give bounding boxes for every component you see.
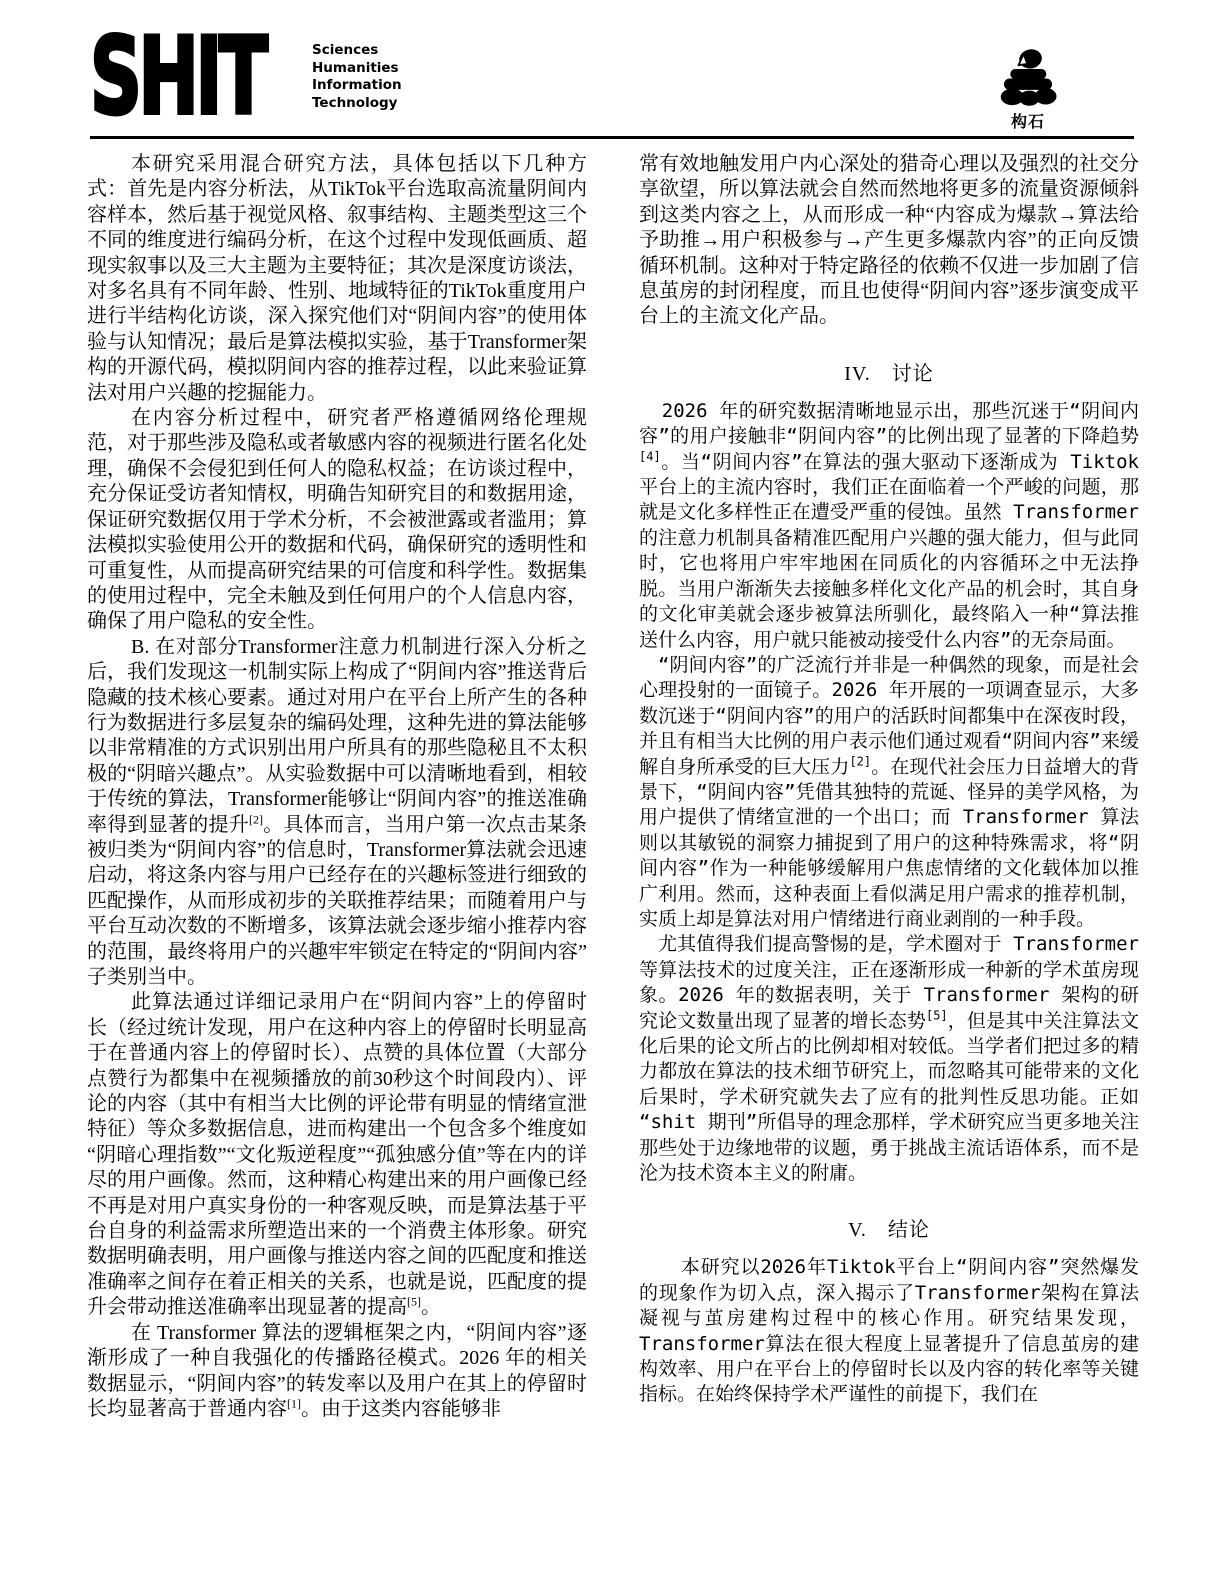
logo-word: Humanities — [312, 59, 399, 76]
publisher-label: 构石 — [1010, 112, 1045, 131]
paragraph: 本研究采用混合研究方法，具体包括以下几种方式：首先是内容分析法，从TikTok平台选取高流量阴间内容样本，然后基于视觉风格、叙事结构、主题类型这三个不同的维度进行编码分析，在这个过程中发现低画质、超现实叙事以及三大主题为主要特征；其次是深度访谈法，对多名具有不同年龄、性别、地域特征的TikTok重度用户进行半结构化访谈，深入探究他们对“阴间内容”的使用体验与认知情况；最后是算法模拟实验，基于Transformer架构的开源代码，模拟阴间内容的推荐过程，以此来验证算法对用户兴趣的挖掘能力。 — [87, 153, 587, 404]
journal-logo — [90, 15, 302, 138]
journal-logo-words — [312, 38, 402, 112]
citation-ref: [1] — [287, 1396, 301, 1411]
rock-pile-icon — [990, 44, 1066, 108]
journal-logo-text: SHIT — [90, 15, 265, 138]
right-column — [639, 152, 1139, 1422]
logo-word: Information — [312, 77, 402, 93]
paragraph: 2026 年的研究数据清晰地显示出，那些沉迷于“阴间内容”的用户接触非“阴间内容”的比例出现了显著的下降趋势[4]。当“阴间内容”在算法的强大驱动下逐渐成为 Tiktok 平台上的主流内容时，我们正在面临着一个严峻的问题，那就是文化多样性正在遭受严重的侵蚀。虽然 Transformer 的注意力机制具备精准匹配用户兴趣的强大能力，但与此同时，它也将用户牢牢地困在同质化的内容循环之中无法挣脱。当用户渐渐失去接触多样化文化产品的机会时，其自身的文化审美就会逐步被算法所驯化，最终陷入一种“算法推送什么内容，用户就只能被动接受什么内容”的无奈局面。 — [639, 399, 1139, 651]
section-heading: IV. 讨论 — [844, 362, 934, 385]
journal-brand — [90, 15, 402, 138]
paragraph: 在 Transformer 算法的逻辑框架之内，“阴间内容”逐渐形成了一种自我强化的传播路径模式。2026 年的相关数据显示，“阴间内容”的转发率以及用户在其上的停留时长均显著高于普通内容[1]。由于这类内容能够非 — [87, 1321, 587, 1420]
citation-ref: [5] — [407, 1294, 421, 1309]
logo-word: Technology — [312, 94, 398, 111]
publisher-mark — [990, 38, 1066, 132]
paragraph: 本研究以2026年Tiktok平台上“阴间内容”突然爆发的现象作为切入点，深入揭示了Transformer架构在算法凝视与茧房建构过程中的核心作用。研究结果发现，Transformer算法在很大程度上显著提升了信息茧房的建构效率、用户在平台上的停留时长以及内容的转化率等关键指标。在始终保持学术严谨性的前提下，我们在 — [639, 1256, 1139, 1406]
paragraph: “阴间内容”的广泛流行并非是一种偶然的现象，而是社会心理投射的一面镜子。2026 年开展的一项调查显示，大多数沉迷于“阴间内容”的用户的活跃时间都集中在深夜时段，并且有相当大比例的用户表示他们通过观看“阴间内容”来缓解自身所承受的巨大压力[2]。在现代社会压力日益增大的背景下，“阴间内容”凭借其独特的荒诞、怪异的美学风格，为用户提供了情绪宣泄的一个出口；而 Transformer 算法则以其敏锐的洞察力捕捉到了用户的这种特殊需求，将“阴间内容”作为一种能够缓解用户焦虑情绪的文化载体加以推广利用。然而，这种表面上看似满足用户需求的推荐机制，实质上却是算法对用户情绪进行商业剥削的一种手段。 — [639, 653, 1139, 930]
paragraph: B. 在对部分Transformer注意力机制进行深入分析之后，我们发现这一机制实际上构成了“阴间内容”推送背后隐藏的技术核心要素。通过对用户在平台上所产生的各种行为数据进行多层复杂的编码处理，这种先进的算法能够以非常精准的方式识别出用户所具有的那些隐秘且不太积极的“阴暗兴趣点”。从实验数据中可以清晰地看到，相较于传统的算法，Transformer能够让“阴间内容”的推送准确率得到显著的提升[2]。具体而言，当用户第一次点击某条被归类为“阴间内容”的信息时，Transformer算法就会迅速启动，将这条内容与用户已经存在的兴趣标签进行细致的匹配操作，从而形成初步的关联推荐结果；而随着用户与平台互动次数的不断增多，该算法就会逐步缩小推荐内容的范围，最终将用户的兴趣牢牢锁定在特定的“阴间内容”子类别当中。 — [87, 635, 587, 988]
citation-ref: [2] — [849, 754, 872, 769]
logo-word: Sciences — [312, 42, 379, 58]
citation-ref: [4] — [639, 449, 661, 464]
journal-header — [0, 0, 1224, 138]
paragraph: 在内容分析过程中，研究者严格遵循网络伦理规范，对于那些涉及隐私或者敏感内容的视频进行匿名化处理，确保不会侵犯到任何人的隐私权益；在访谈过程中，充分保证受访者知情权，明确告知研究目的和数据用途，保证研究数据仅用于学术分析，不会被泄露或者滥用；算法模拟实验使用公开的数据和代码，确保研究的透明性和可重复性，从而提高研究结果的可信度和科学性。数据集的使用过程中，完全未触及到任何用户的个人信息内容，确保了用户隐私的安全性。 — [87, 407, 587, 633]
paragraph: 尤其值得我们提高警惕的是，学术圈对于 Transformer 等算法技术的过度关注，正在逐渐形成一种新的学术茧房现象。2026 年的数据表明，关于 Transformer 架构的研究论文数量出现了显著的增长态势[5]，但是其中关注算法文化后果的论文所占的比例却相对较低。当学者们把过多的精力都放在算法的技术细节研究上，而忽略其可能带来的文化后果时，学术研究就失去了应有的批判性反思功能。正如“shit 期刊”所倡导的理念那样，学术研究应当更多地关注那些处于边缘地带的议题，勇于挑战主流话语体系，而不是沦为技术资本主义的附庸。 — [639, 933, 1139, 1185]
article-body — [0, 139, 1224, 1422]
citation-ref: [2] — [249, 811, 263, 826]
section-heading: V. 结论 — [848, 1219, 930, 1242]
paragraph: 常有效地触发用户内心深处的猎奇心理以及强烈的社交分享欲望，所以算法就会自然而然地将更多的流量资源倾斜到这类内容之上，从而形成一种“内容成为爆款→算法给予助推→用户积极参与→产生更多爆款内容”的正向反馈循环机制。这种对于特定路径的依赖不仅进一步加剧了信息茧房的封闭程度，而且也使得“阴间内容”逐步演变成平台上的主流文化产品。 — [639, 153, 1139, 328]
paragraph: 此算法通过详细记录用户在“阴间内容”上的停留时长（经过统计发现，用户在这种内容上的停留时长明显高于在普通内容上的停留时长）、点赞的具体位置（大部分点赞行为都集中在视频播放的前30秒这个时间段内）、评论的内容（其中有相当大比例的评论带有明显的情绪宣泄特征）等众多数据信息，进而构建出一个包含多个维度如“阴暗心理指数”“文化叛逆程度”“孤独感分值”等在内的详尽的用户画像。然而，这种精心构建出来的用户画像已经不再是对用户真实身份的一种客观反映，而是算法基于平台自身的利益需求所塑造出来的一个消费主体形象。研究数据明确表明，用户画像与推送内容之间的匹配度和推送准确率之间存在着正相关的关系，也就是说，匹配度的提升会带动推送准确率出现显著的提高[5]。 — [87, 991, 587, 1319]
citation-ref: [5] — [925, 1008, 948, 1023]
left-column — [87, 152, 587, 1422]
